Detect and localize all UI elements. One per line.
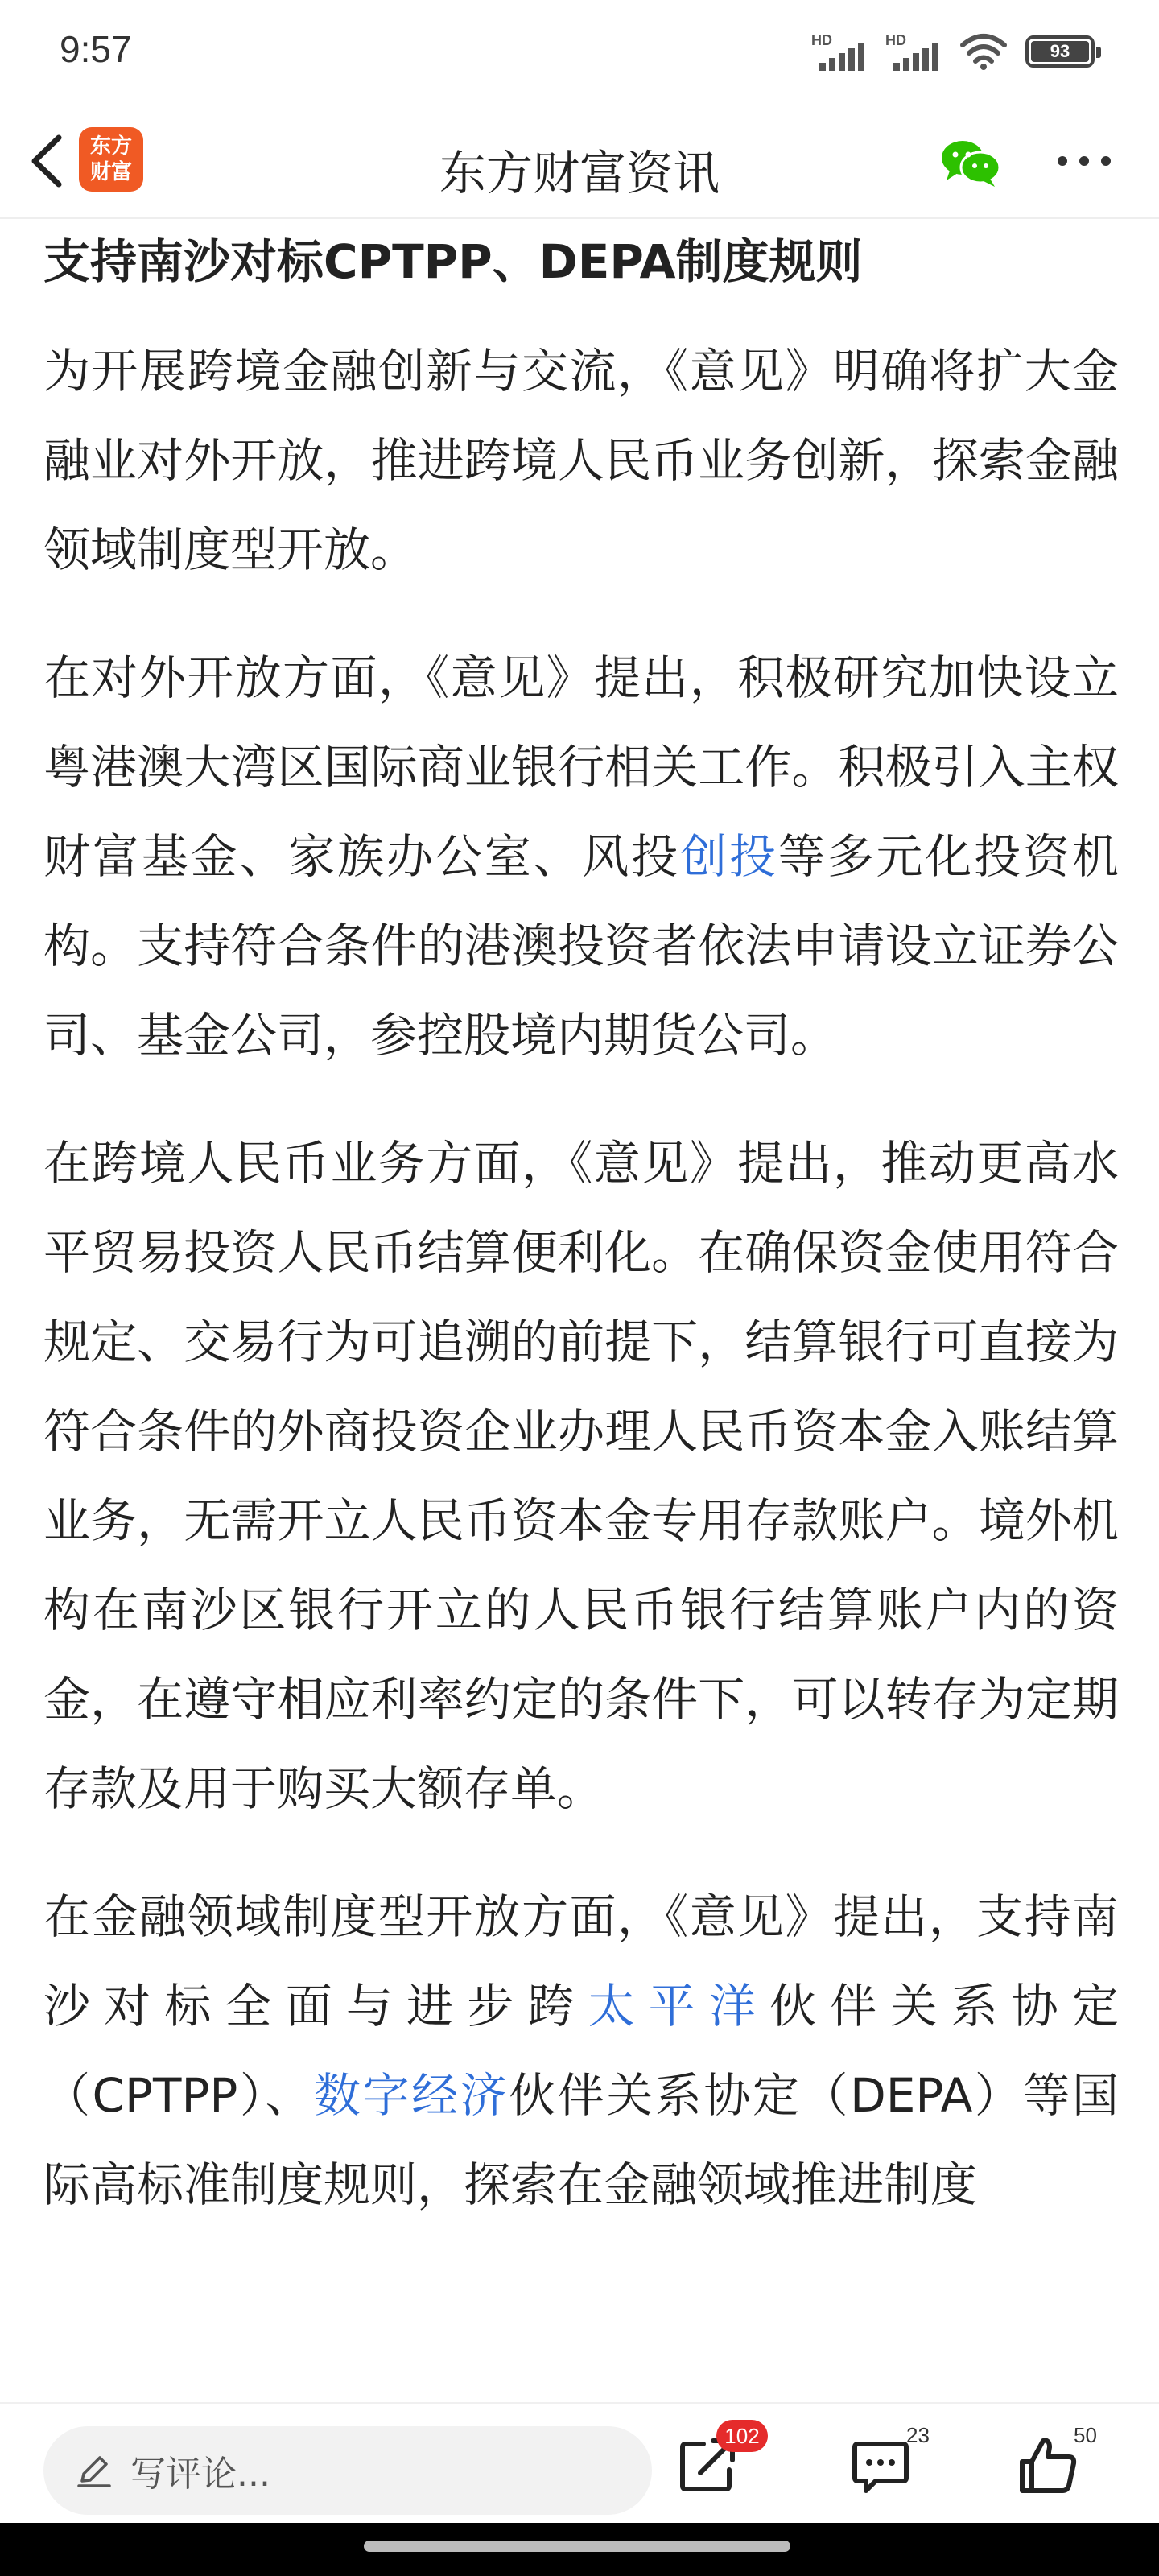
comment-input[interactable] bbox=[43, 2426, 652, 2515]
status-time: 9:57 bbox=[60, 28, 132, 70]
pencil-icon bbox=[76, 2452, 113, 2489]
paragraph-text: 伙伴关系协定（CPTPP）、 bbox=[43, 1979, 1119, 2123]
app-header bbox=[0, 105, 1159, 219]
paragraph-text: 在金融领域制度型开放方面，《意见》提出，支持南沙对标全面与进步跨 bbox=[43, 1889, 1119, 2033]
logo-line-1: 东方 bbox=[89, 134, 132, 159]
logo-line-2: 财富 bbox=[89, 160, 132, 184]
section-heading: 支持南沙对标CPTPP、DEPA制度规则 bbox=[43, 234, 863, 289]
signal-hd-label: HD bbox=[811, 32, 832, 48]
comment-placeholder: 写评论... bbox=[130, 2454, 270, 2495]
paragraph-text: 伙伴关系协定（DEPA）等国际高标准制度规则，探索在金融领域推进制度 bbox=[43, 2068, 1119, 2212]
status-bar bbox=[0, 0, 1159, 105]
comment-icon bbox=[848, 2433, 913, 2497]
signal-hd-label: HD bbox=[885, 32, 906, 48]
paragraph-text: 等多元化投资机构。支持符合条件的港澳投资者依法申请设立证券公司、基金公司，参控股境内期货公司。 bbox=[43, 829, 1119, 1063]
article-paragraph: 在跨境人民币业务方面，《意见》提出，推动更高水平贸易投资人民币结算便利化。在确保资金使用符合规定、交易行为可追溯的前提下，结算银行可直接为符合条件的外商投资企业办理人民币资本金入账结算业务，无需开立人民币资本金专用存款账户。境外机构在南沙区银行开立的人民币银行结算账户内的资金，在遵守相应利率约定的条件下，可以转存为定期存款及用于购买大额存单。 bbox=[43, 1136, 1119, 1816]
more-icon[interactable] bbox=[1054, 145, 1114, 177]
like-button[interactable] bbox=[1016, 2423, 1097, 2505]
page-title: 东方财富资讯 bbox=[439, 146, 720, 200]
article-paragraph: 为开展跨境金融创新与交流，《意见》明确将扩大金融业对外开放，推进跨境人民币业务创新，探索金融领域制度型开放。 bbox=[43, 344, 1119, 577]
thumbs-up-icon bbox=[1016, 2433, 1080, 2497]
paragraph-text: 在对外开放方面，《意见》提出，积极研究加快设立粤港澳大湾区国际商业银行相关工作。积极引入主权财富基金、家族办公室、风投 bbox=[43, 650, 1119, 884]
battery-percent: 93 bbox=[1050, 41, 1070, 61]
article-paragraph bbox=[43, 634, 1119, 1080]
wifi-icon bbox=[959, 32, 1008, 71]
share-button[interactable] bbox=[676, 2423, 760, 2505]
signal-icon bbox=[811, 32, 868, 71]
stock-link-digital-economy[interactable]: 数字经济 bbox=[314, 2068, 509, 2123]
share-count-badge: 102 bbox=[716, 2420, 768, 2452]
article-body bbox=[43, 217, 1119, 2230]
battery-icon bbox=[1025, 35, 1095, 68]
gesture-nav-area bbox=[0, 2523, 1159, 2576]
article-paragraph bbox=[43, 1872, 1119, 2230]
signal-icon bbox=[885, 32, 942, 71]
home-indicator[interactable] bbox=[364, 2541, 790, 2552]
comment-count: 23 bbox=[906, 2423, 930, 2447]
wechat-icon[interactable] bbox=[938, 137, 1003, 188]
stock-link-pacific[interactable]: 太平洋 bbox=[588, 1979, 770, 2033]
bottom-action-bar bbox=[0, 2402, 1159, 2524]
status-icons bbox=[811, 31, 1095, 72]
comments-button[interactable] bbox=[848, 2423, 930, 2505]
stock-link-chuangtou[interactable]: 创投 bbox=[680, 829, 778, 884]
like-count: 50 bbox=[1074, 2423, 1097, 2447]
